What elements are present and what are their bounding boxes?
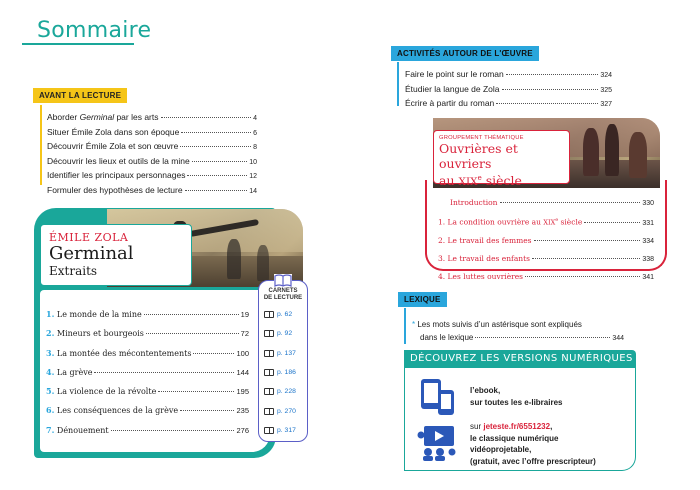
open-book-icon [274,274,292,287]
toc-item[interactable]: Découvrir les lieux et outils de la mine 10 [47,155,257,166]
author-name: ÉMILE ZOLA [49,231,129,244]
avant-lecture-tag: AVANT LA LECTURE [33,88,127,103]
groupement-title-box [433,130,570,189]
toc-item[interactable]: Écrire à partir du roman 327 [405,98,612,108]
carnet-link[interactable]: p. 62 [264,305,308,324]
groupement-list [438,194,654,286]
carnet-link[interactable]: p. 270 [264,401,308,420]
book-icon [264,408,274,415]
toc-item[interactable]: Identifier les principaux personnages 12 [47,170,257,180]
activites-list [405,68,612,112]
activites-rule [397,62,399,106]
groupement-title: Ouvrières et ouvriers au XIXe siècle [439,141,522,189]
book-subtitle: Extraits [49,264,98,278]
groupement-intro[interactable]: Introduction 330 [450,198,654,207]
book-icon [264,369,274,376]
page-title: Sommaire [37,18,152,43]
carnet-link[interactable]: p. 186 [264,363,308,382]
carnet-link[interactable]: p. 137 [264,344,308,363]
title-underline [22,43,134,45]
book-icon [264,388,274,395]
ebook-text[interactable]: l’ebook, sur toutes les e-libraires [470,386,563,407]
toc-item[interactable]: Découvrir Émile Zola et son œuvre 8 [47,141,257,151]
video-projection-icon [416,425,456,466]
video-text: sur jeteste.fr/6551232, le classique numérique vidéoprojetable, (gratuit, avec l’offre prescripteur) [470,422,596,466]
lexique-tag: LEXIQUE [398,292,447,307]
toc-item[interactable]: Situer Émile Zola dans son époque 6 [47,126,257,137]
carnet-link[interactable]: p. 92 [264,324,308,343]
carnets-title: CARNETS DE LECTURE [263,288,303,301]
toc-item[interactable]: Formuler des hypothèses de lecture 14 [47,184,257,195]
avant-lecture-list [47,111,257,198]
book-icon [264,311,274,318]
toc-item[interactable]: Étudier la langue de Zola 325 [405,83,612,94]
chapter-item[interactable]: 4. La grève 144 [46,366,249,377]
book-title: Germinal [49,243,134,264]
jeteste-link[interactable]: jeteste.fr/6551232 [483,422,551,431]
groupement-item[interactable]: 1. La condition ouvrière au XIXe siècle 331 [438,217,654,227]
toc-item[interactable]: Aborder Germinal par les arts 4 [47,112,257,122]
groupement-item[interactable]: 4. Les luttes ouvrières 341 [438,271,654,281]
avant-lecture-rule [40,105,42,185]
chapter-item[interactable]: 6. Les conséquences de la grève 235 [46,405,249,416]
chapter-list [46,305,249,440]
chapter-item[interactable]: 3. La montée des mécontentements 100 [46,347,249,358]
lexique-rule [404,308,406,344]
chapter-item[interactable]: 1. Le monde de la mine 19 [46,309,249,319]
carnets-list [264,305,308,440]
carnet-link[interactable]: p. 228 [264,382,308,401]
chapter-item[interactable]: 7. Dénouement 276 [46,424,249,435]
groupement-item[interactable]: 3. Le travail des enfants 338 [438,253,654,263]
groupement-item[interactable]: 2. Le travail des femmes 334 [438,235,654,245]
groupement-kicker: GROUPEMENT THÉMATIQUE [439,135,524,141]
germinal-title-box [40,224,192,286]
book-icon [264,350,274,357]
chapter-item[interactable]: 5. La violence de la révolte 195 [46,386,249,397]
devices-icon [420,378,456,421]
activites-tag: ACTIVITÉS AUTOUR DE L'ŒUVRE [391,46,539,61]
book-icon [264,427,274,434]
toc-item[interactable]: Faire le point sur le roman 324 [405,69,612,79]
lexique-note[interactable]: * Les mots suivis d’un astérisque sont expliqués dans le lexique 344 [412,320,624,342]
carnet-link[interactable]: p. 317 [264,421,308,440]
numerique-banner: DÉCOUVREZ LES VERSIONS NUMÉRIQUES [404,350,636,368]
chapter-item[interactable]: 2. Mineurs et bourgeois 72 [46,328,249,339]
book-icon [264,330,274,337]
